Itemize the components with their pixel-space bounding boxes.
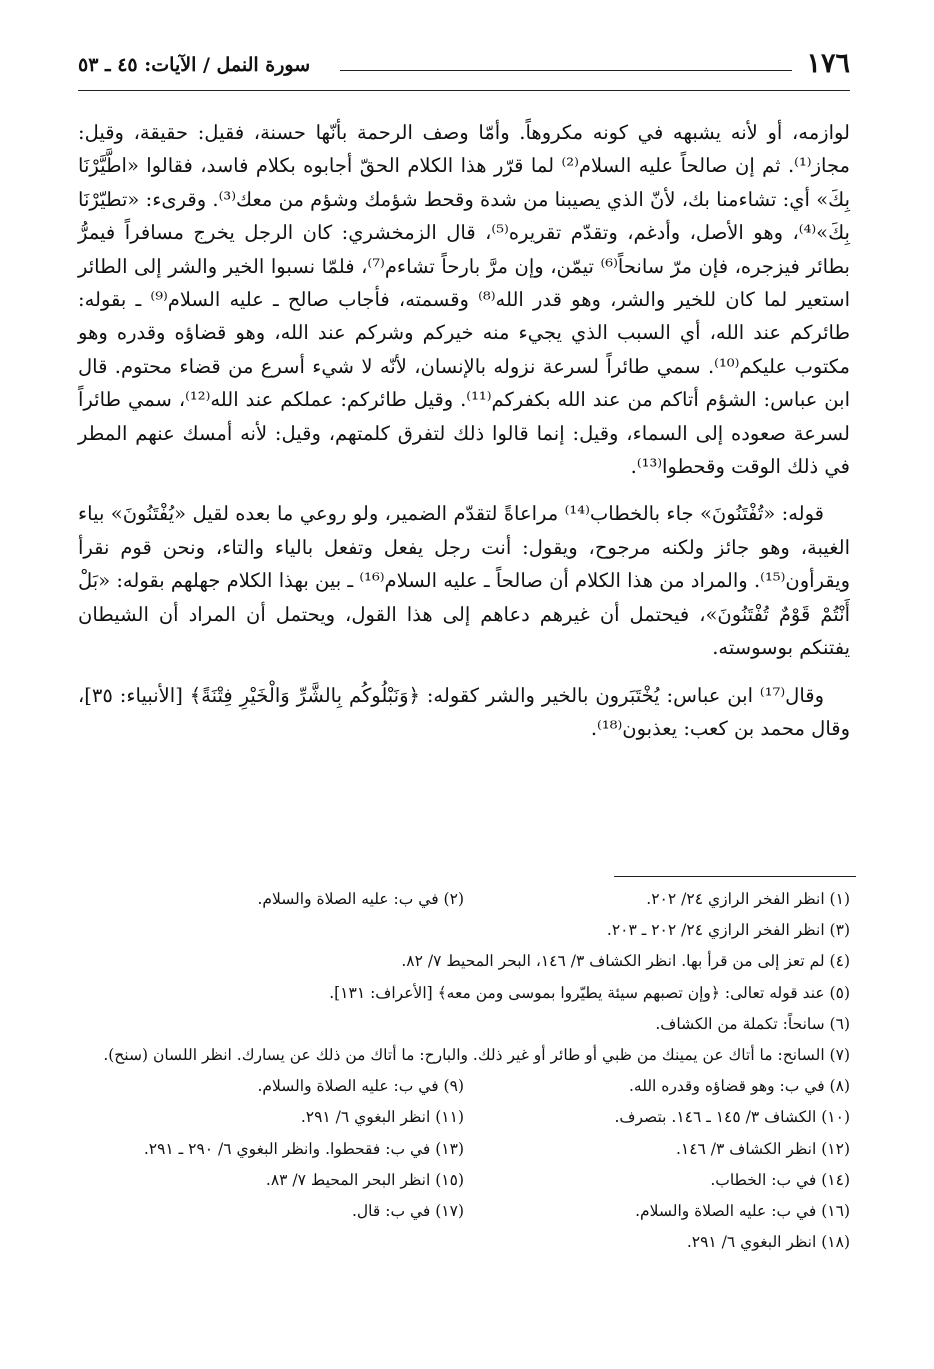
footnote: (١١) انظر البغوي ٦/ ٢٩١. — [300, 1108, 464, 1127]
footnote: (٦) سانحاً: تكملة من الكشاف. — [655, 1014, 850, 1033]
footnote: (١٥) انظر البحر المحيط ٧/ ٨٣. — [265, 1170, 464, 1189]
footnote-row — [78, 1102, 850, 1133]
footnote-row — [78, 1134, 850, 1165]
footnote: (١٨) انظر البغوي ٦/ ٢٩١. — [686, 1233, 850, 1252]
footnote: (٣) انظر الفخر الرازي ٢٤/ ٢٠٢ ـ ٢٠٣. — [606, 921, 850, 940]
footnote: (٢) في ب: عليه الصلاة والسلام. — [257, 890, 464, 908]
footnote-row — [78, 1196, 850, 1227]
footnote-row — [78, 1165, 850, 1196]
footnote-separator — [614, 876, 856, 877]
running-header — [78, 48, 850, 88]
footnote: (٥) عند قوله تعالى: ﴿وإن تصبهم سيئة يطيّروا بموسى ومن معه﴾ [الأعراف: ١٣١]. — [329, 983, 850, 1002]
footnote: (١) انظر الفخر الرازي ٢٤/ ٢٠٢. — [646, 890, 850, 908]
footnote: (٧) السانح: ما أتاك عن يمينك من ظبي أو طائر أو غير ذلك. والبارح: ما أتاك من ذلك عن يسارك. انظر اللسان (سنح). — [103, 1046, 850, 1065]
paragraph: قوله: «تُفْتَنُونَ» جاء بالخطاب⁽¹⁴⁾ مراعاةً لتقدّم الضمير، ولو روعي ما بعده لقيل «يُفْتَنُونَ» بياء الغيبة، وهو جائز ولكنه مرجوح، ويقول: أنت رجل يفعل وتفعل بالياء والتاء، ونحن قوم نقرأ ويقرأون⁽¹⁵⁾. والمراد من هذا الكلام أن صالحاً ـ عليه السلام⁽¹⁶⁾ ـ بين بهذا الكلام جهلهم بقوله: «بَلْ أَنْتُمْ قَوْمٌ تُفْتَنُونَ»، فيحتمل أن غيرهم دعاهم إلى هذا القول، ويحتمل أن المراد أن الشيطان يفتنكم بوسوسته. — [78, 502, 850, 660]
paragraph: وقال⁽¹⁷⁾ ابن عباس: يُخْتَبَرون بالخير والشر كقوله: ﴿وَنَبْلُوكُم بِالشَّرِّ وَالْخَيْرِ فِتْنَةً﴾ [الأنبياء: ٣٥]، وقال محمد بن كعب: يعذبون⁽¹⁸⁾. — [78, 683, 850, 740]
header-divider — [78, 90, 850, 91]
header-rule — [340, 70, 792, 71]
footnote: (٤) لم تعز إلى من قرأ بها. انظر الكشاف ٣/ ١٤٦، البحر المحيط ٧/ ٨٢. — [401, 952, 850, 971]
footnote: (١٦) في ب: عليه الصلاة والسلام. — [635, 1202, 850, 1221]
footnote: (١٣) في ب: فقحطوا. وانظر البغوي ٦/ ٢٩٠ ـ ٢٩١. — [143, 1139, 464, 1158]
header-title: سورة النمل / الآيات: ٤٥ ـ ٥٣ — [78, 54, 311, 76]
main-text — [78, 116, 850, 745]
footnote: (٨) في ب: وهو قضاؤه وقدره الله. — [628, 1077, 850, 1096]
footnotes — [78, 884, 850, 1258]
page-number: ١٧٦ — [806, 48, 850, 79]
footnote: (١٤) في ب: الخطاب. — [710, 1170, 850, 1189]
footnote: (١٧) في ب: قال. — [351, 1202, 464, 1221]
footnote-row — [78, 884, 850, 915]
footnote: (١٠) الكشاف ٣/ ١٤٥ ـ ١٤٦. بتصرف. — [614, 1108, 850, 1127]
footnote-row — [78, 1071, 850, 1102]
paragraph: لوازمه، أو لأنه يشبهه في كونه مكروهاً. وأمّا وصف الرحمة بأنّها حسنة، فقيل: حقيقة، وقيل: مجاز⁽¹⁾. ثم إن صالحاً عليه السلام⁽²⁾ لما قرّر هذا الكلام الحقّ أجابوه بكلام فاسد، فقالوا «اطَّيَّرْنَا بِكَ» أي: تشاءمنا بك، لأنّ الذي يصيبنا من شدة وقحط شؤمك وشؤم من معك⁽³⁾. وقرىء: «تطيّرْنَا بِكَ»⁽⁴⁾، وهو الأصل، وأدغم، وتقدّم تقريره⁽⁵⁾، قال الزمخشري: كان الرجل يخرج مسافراً فيمرُّ بطائر فيزجره، فإن مرّ سانحاً⁽⁶⁾ تيمّن، وإن مرَّ بارحاً تشاءم⁽⁷⁾، فلمّا نسبوا الخير والشر إلى الطائر استعير لما كان للخير والشر، وهو قدر الله⁽⁸⁾ وقسمته، فأجاب صالح ـ عليه السلام⁽⁹⁾ ـ بقوله: طائركم عند الله، أي السبب الذي يجيء منه خيركم وشركم عند الله، وهو قضاؤه وقدره وهو مكتوب عليكم⁽¹⁰⁾. سمي طائراً لسرعة نزوله بالإنسان، لأنّه لا شيء أسرع من قضاء محتوم. قال ابن عباس: الشؤم أتاكم من عند الله بكفركم⁽¹¹⁾. وقيل طائركم: عملكم عند الله⁽¹²⁾، سمي طائراً لسرعة صعوده إلى السماء، وقيل: إنما قالوا ذلك لتفرق كلمتهم، وقيل: لأنه أمسك عنهم المطر في ذلك الوقت وقحطوا⁽¹³⁾. — [78, 121, 851, 479]
footnote: (٩) في ب: عليه الصلاة والسلام. — [257, 1077, 464, 1096]
footnote: (١٢) انظر الكشاف ٣/ ١٤٦. — [675, 1139, 850, 1158]
